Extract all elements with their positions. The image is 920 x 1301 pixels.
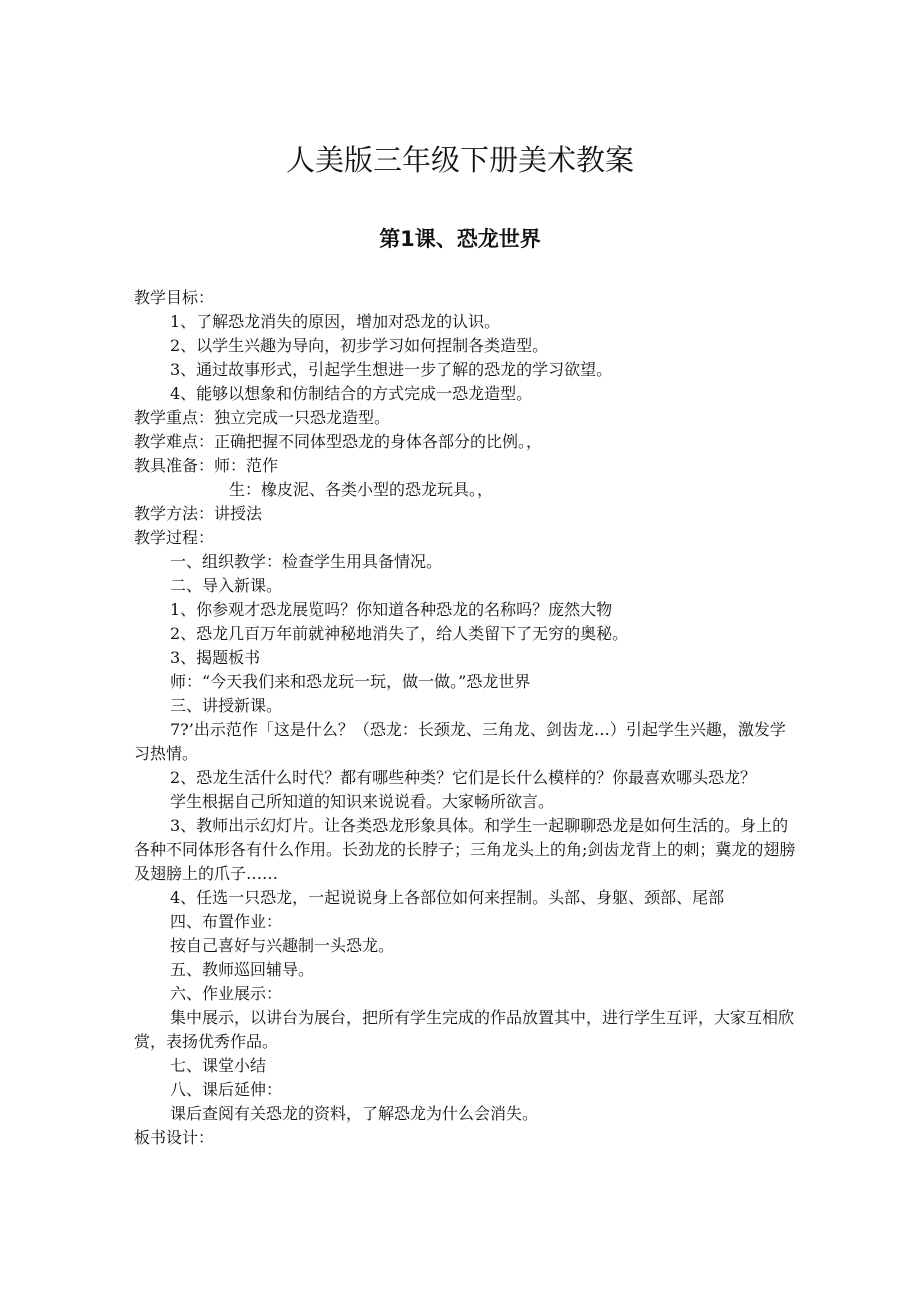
objective-item: 2、以学生兴趣为导向，初步学习如何捏制各类造型。 bbox=[170, 336, 549, 355]
document-body bbox=[134, 286, 799, 1150]
process-paragraph: 7?’出示范作「这是什么？（恐龙：长颈龙、三角龙、剑齿龙…）引起学生兴趣，激发学习热情。 bbox=[134, 720, 786, 763]
materials-teacher: 教具准备：师：范作 bbox=[134, 456, 279, 475]
process-step: 八、课后延伸： bbox=[170, 1080, 283, 1099]
key-point: 教学重点：独立完成一只恐龙造型。 bbox=[134, 408, 391, 427]
process-step: 四、布置作业： bbox=[170, 912, 283, 931]
process-step: 五、教师巡回辅导。 bbox=[170, 960, 315, 979]
process-item: 1、你参观才恐龙展览吗？你知道各种恐龙的名称吗？庞然大物 bbox=[170, 600, 613, 619]
section-heading-objectives: 教学目标： bbox=[134, 288, 215, 307]
objective-item: 4、能够以想象和仿制结合的方式完成一恐龙造型。 bbox=[170, 384, 533, 403]
process-step: 三、讲授新课。 bbox=[170, 696, 283, 715]
process-item: 2、恐龙生活什么时代？都有哪些种类？它们是长什么模样的？你最喜欢哪头恐龙？ bbox=[170, 768, 757, 787]
objective-item: 1、了解恐龙消失的原因，增加对恐龙的认识。 bbox=[170, 312, 501, 331]
document-title: 人美版三年级下册美术教案 bbox=[285, 143, 634, 177]
process-item: 课后查阅有关恐龙的资料，了解恐龙为什么会消失。 bbox=[170, 1104, 539, 1123]
process-step: 二、导入新课。 bbox=[170, 576, 283, 595]
process-step: 六、作业展示： bbox=[170, 984, 283, 1003]
teaching-method: 教学方法：讲授法 bbox=[134, 504, 263, 523]
process-step: 七、课堂小结 bbox=[170, 1056, 267, 1075]
objective-item: 3、通过故事形式，引起学生想进一步了解的恐龙的学习欲望。 bbox=[170, 360, 613, 379]
section-heading-process: 教学过程： bbox=[134, 528, 215, 547]
lesson-title: 第1课、恐龙世界 bbox=[379, 227, 541, 251]
process-step: 一、组织教学：检查学生用具备情况。 bbox=[170, 552, 443, 571]
process-paragraph: 集中展示，以讲台为展台，把所有学生完成的作品放置其中，进行学生互评，大家互相欣赏，表扬优秀作品。 bbox=[134, 1008, 795, 1051]
materials-student: 生：橡皮泥、各类小型的恐龙玩具。， bbox=[229, 480, 494, 499]
process-item: 4、任选一只恐龙，一起说说身上各部位如何来捏制。头部、身躯、颈部、尾部 bbox=[170, 888, 725, 907]
process-item: 2、恐龙几百万年前就神秘地消失了，给人类留下了无穷的奥秘。 bbox=[170, 624, 629, 643]
process-item: 3、揭题板书 bbox=[170, 648, 261, 667]
process-item: 学生根据自己所知道的知识来说说看。大家畅所欲言。 bbox=[170, 792, 555, 811]
process-paragraph: 3、教师出示幻灯片。让各类恐龙形象具体。和学生一起聊聊恐龙是如何生活的。身上的各种不同体形各有什么作用。长劲龙的长脖子；三角龙头上的角;剑齿龙背上的刺；冀龙的翅膀及翅膀上的爪子…… bbox=[134, 816, 796, 883]
process-item: 师：“今天我们来和恐龙玩一玩，做一做。”恐龙世界 bbox=[170, 672, 531, 691]
process-item: 按自己喜好与兴趣制一头恐龙。 bbox=[170, 936, 395, 955]
difficult-point: 教学难点：正确把握不同体型恐龙的身体各部分的比例。， bbox=[134, 432, 543, 451]
section-heading-board-design: 板书设计： bbox=[134, 1128, 215, 1147]
